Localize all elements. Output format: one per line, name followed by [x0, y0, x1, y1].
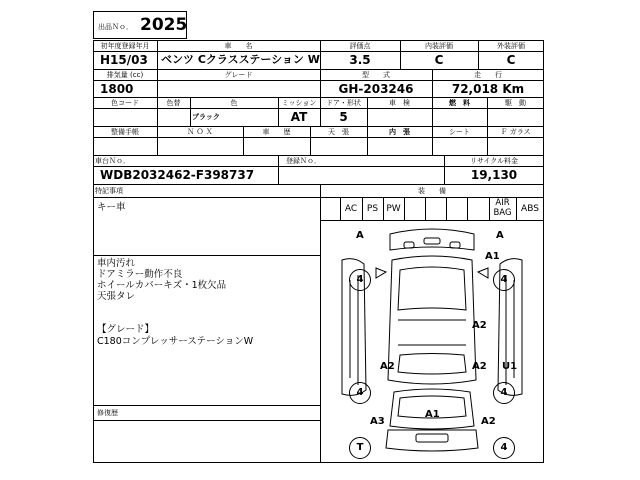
model-code: GH-203246	[338, 82, 414, 96]
mark-u1: U1	[502, 361, 518, 372]
recycle-label: リサイクル料金	[469, 157, 519, 165]
seat-label: シート	[449, 128, 470, 136]
tire-front-right: 4	[493, 269, 515, 291]
door-label: ドア・形状	[326, 99, 361, 107]
mark-a2-right-upper: A2	[472, 320, 487, 331]
inner-trim-label: 内 張	[389, 128, 410, 136]
transmission: AT	[290, 110, 308, 124]
interior-label: 内装評価	[425, 42, 453, 50]
history-label: 車 歴	[262, 128, 291, 136]
mileage: 72,018 Km	[451, 82, 525, 96]
nox-label: Ｎ Ｏ Ｘ	[187, 128, 213, 136]
chassis-number: WDB2032462-F398737	[100, 168, 255, 182]
headliner-label: 天 張	[328, 128, 349, 136]
repair-history-label: 修復歴	[97, 409, 118, 417]
grade-text: C180コンプレッサーステーションW	[97, 336, 254, 347]
note-line-2: ドアミラー動作不良	[97, 269, 183, 280]
color-label: 色	[230, 99, 238, 107]
mark-a2-right-mid: A2	[472, 361, 487, 372]
equip-pw: PW	[386, 204, 401, 214]
chassis-label: 車台Ｎｏ．	[95, 157, 130, 165]
exterior-grade: C	[506, 53, 516, 67]
mark-front-left: A	[356, 230, 364, 241]
lot-number-label: 出品Ｎｏ．	[98, 23, 133, 31]
mark-a1-rear: A1	[425, 409, 440, 420]
equipment-label: 装 備	[418, 187, 446, 195]
tire-spare-count: 4	[493, 437, 515, 459]
front-glass-label: Ｆ ガラス	[500, 128, 531, 136]
inspection-label: 車 検	[389, 99, 410, 107]
model-label: 型 式	[362, 71, 390, 79]
color-code-label: 色コード	[111, 99, 139, 107]
grade-label: グレード	[224, 71, 253, 79]
spare-tire-mark: T	[349, 437, 371, 459]
score-label: 評価点	[349, 42, 371, 50]
fuel-label: 燃 料	[449, 99, 470, 107]
note-line-1: 車内汚れ	[97, 258, 136, 269]
doors: 5	[339, 110, 348, 124]
equip-ac: AC	[344, 204, 358, 214]
body-color: ブラック	[192, 113, 220, 121]
lot-number-box	[93, 11, 187, 39]
tire-rear-left: 4	[349, 382, 371, 404]
interior-grade: C	[434, 53, 444, 67]
color-change-label: 色替	[166, 99, 181, 107]
lot-number: 2025	[140, 15, 188, 35]
equip-abs: ABS	[521, 204, 539, 214]
remarks-label: 特記事項	[95, 187, 123, 195]
drive-label: 駆 動	[505, 99, 526, 107]
mileage-label: 走 行	[474, 71, 502, 79]
note-line-4: 天張タレ	[97, 291, 136, 302]
displacement: 1800	[100, 82, 134, 96]
mark-a2-left-mid: A2	[380, 361, 395, 372]
displacement-label: 排気量 (cc)	[106, 71, 144, 79]
maintenance-book-label: 整備手帳	[111, 128, 139, 136]
recycle-fee: 19,130	[470, 168, 518, 182]
car-name-label: 車 名	[224, 42, 253, 50]
key-note: キー車	[97, 202, 126, 213]
equip-airbag: AIR BAG	[493, 198, 512, 218]
mark-front-right: A	[496, 230, 504, 241]
year-label: 初年度登録年月	[100, 42, 150, 50]
mark-a1-top: A1	[485, 251, 500, 262]
note-line-3: ホイールカバーキズ・1枚欠品	[97, 280, 227, 291]
mission-label: ミッション	[281, 99, 317, 107]
tire-rear-right: 4	[493, 382, 515, 404]
first-registration: H15/03	[100, 53, 148, 67]
mark-a3-rear: A3	[370, 416, 385, 427]
score: 3.5	[349, 53, 371, 67]
grade-heading: 【グレード】	[97, 324, 155, 335]
tire-front-left: 4	[349, 269, 371, 291]
car-name: ベンツ Cクラスステーション W	[161, 53, 320, 66]
registration-label: 登録Ｎｏ．	[286, 157, 321, 165]
exterior-label: 外装評価	[497, 42, 525, 50]
equip-ps: PS	[366, 204, 379, 214]
mark-a2-rear: A2	[481, 416, 496, 427]
car-condition-diagram	[320, 220, 544, 463]
